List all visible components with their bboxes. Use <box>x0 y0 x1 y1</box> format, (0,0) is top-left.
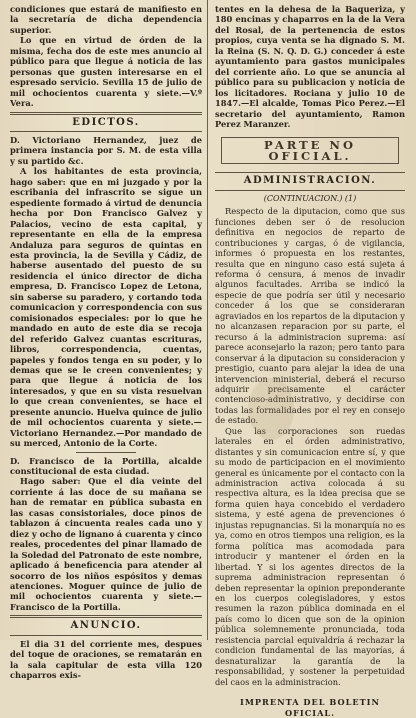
anuncio-heading: ANUNCIO. <box>70 620 142 632</box>
paragraph: condiciones que estará de manifiesto en la secretaría de dicha dependencia superior. <box>10 4 202 35</box>
right-column <box>215 4 405 718</box>
paragraph: tentes en la dehesa de la Baqueriza, y 180 encinas y chaparros en la de la Vera del Rosal, de la pertenencia de estos propios, cuya venta se ha dignado S. M. la Reina (S. N. Q. D. G.) conceder á este ayuntamiento para gastos municipales del corriente año. Lo que se anuncia al público para su publicacion y noticia de los licitadores. Rociana y julio 10 de 1847.—El alcalde, Tomas Pico Perez.—El secretario del ayuntamiento, Ramon Perez Maranzer. <box>215 4 405 129</box>
edict-portilla <box>10 456 202 613</box>
paragraph: Hago saber: Que el dia veinte del corriente á las doce de su mañana se han de rematar en pública subasta en las casas consistoriales, doce pinos de tablazon á cincuenta reales cada uno y diez y ocho de lignano á cuarenta y cinco reales, procedentes del pinar llamado de la Soledad del Patronato de este nombre, aplicado á beneficencia para atender al socorro de los niños espósitos y demas atenciones. Moguer quince de julio de mil ochocientos cuarenta y siete.—Francisco de la Portilla. <box>10 476 202 612</box>
continuacion-subheading: (CONTINUACION.) (1) <box>263 193 357 203</box>
administracion-article <box>215 206 405 687</box>
paragraph: A los habitantes de esta provincia, hago saber: que en mi juzgado y por la escribania del infrascrito se sigue un espediente formado á virtud de denuncia hecha por Don Francisco Galvez y Palacios, vecino de esta capital, y representante en ella de la empresa Andaluza para seguros de quintas en esta provincia, la de Sevilla y Cádiz, de haberse ausentado del puesto de su residencia el único director de dicha empresa, D. Francisco Lopez de Letona, sin saberse su paradero, y cortando toda comunicacion y correspondencia con sus comisionados especiales: por lo que he mandado en auto de este dia se recoja del referido Galvez cuantas escrituras, libros, correspondencia, cuentas, papeles y fondos tenga en su poder, y lo demas que se le creen convenientes; y para que llegue á noticia de los interesados, y que en su vista resuelvan lo que crean convenientes, se hace el presente anuncio. Huelva quince de julio de mil ochocientos cuarenta y siete.—Victoriano Hernandez.—Por mandado de su merced, Antonio de la Corte. <box>10 166 202 449</box>
paragraph: El dia 31 del corriente mes, despues del toque de oraciones, se rematarán en la sala capitular de esta villa 120 chaparros exis- <box>10 638 202 681</box>
section-rule <box>10 635 202 636</box>
section-rule <box>10 131 202 132</box>
section-rule <box>10 112 202 115</box>
edict-hernandez <box>10 135 202 449</box>
section-rule <box>215 172 405 173</box>
parte-no-oficial-banner: PARTE NO OFICIAL. <box>221 137 399 164</box>
administracion-heading: ADMINISTRACION. <box>243 175 377 187</box>
library-stamp-watermark <box>248 378 294 440</box>
separator-rule <box>76 452 136 453</box>
paragraph: D. Victoriano Hernandez, juez de primera instancia por S. M. de esta villa y su partido &c. <box>10 134 202 166</box>
left-column <box>10 4 202 681</box>
right-top-text <box>215 4 405 129</box>
left-top-text <box>10 4 202 109</box>
paragraph: Lo que en virtud de órden de la misma, fecha dos de este mes anuncio al público para que llegue á noticia de las personas que gusten interesarse en el espresado servicio. Sevilla 15 de julio de mil ochocientos cuarenta y siete.—V.º Vera. <box>10 35 202 109</box>
section-rule <box>215 190 405 191</box>
paragraph: Respecto de la diputacion, como que sus funciones deben ser ó de resolucion definitiva en negocios de reparto de contribuciones y cargas, ó de vigilancia, informes ó propuesta en los restantes, resulta que en ninguno caso está sujeta á reforma ó censura, á menos de invadir algunos facultades. Arriba se indicó la especie de que podría ser útil y necesario conceder á los que se consideraran agraviados en los repartos de la diputacion y no alcanzasen reparacion por su parte, el recurso á la administracion suprema: así parece aconsejarlo la razon; pero tanto para conservar á la diputacion su consideracion y prestigio, cuanto para alejar la idea de una intervencion ministerial, deberá el recurso adquirir precisamente el carácter contencioso-administrativo, y decidirse con todas las formalidades por el rey en consejo de estado. <box>215 206 405 426</box>
column-divider <box>207 0 208 640</box>
section-rule <box>10 615 202 618</box>
paragraph: D. Francisco de la Portilla, alcalde constitucional de esta ciudad. <box>10 455 202 477</box>
edictos-heading: EDICTOS. <box>72 116 140 128</box>
anuncio-text <box>10 639 202 681</box>
paragraph: Que las corporaciones son ruedas laterales en el órden administrativo, distantes y sin comunicacion entre sí, y que su modo de participacion en el movimiento general es únicamente por el contacto con la administracion activa colocada á su respectiva altura, es la idea precisa que se forma quien haya concebido el verdadero sistema, y esté agena de prevenciones ó injustas repugnancias. Si la monarquía no es ya, como en otros tiempos una religion, es la forma política mas acomodada para introducir y mantener el órden en la libertad. Y si los agentes directos de la suprema administracion representan ó deben representar la opinion preponderante en los cuerpos colegisladores, y estos resumen la razon pública dominada en el país como lo dicen que son de la opinion pública solemnemente pronunciada, toda resistencia parcial equivaldría á rechazar la condicion fundamental de las mayorías, á desnaturalizar la garantía de la responsabilidad, y sostener la perpetuidad del caos en la administracion. <box>215 425 405 687</box>
printer-footer: IMPRENTA DEL BOLETIN OFICIAL. <box>240 697 380 718</box>
